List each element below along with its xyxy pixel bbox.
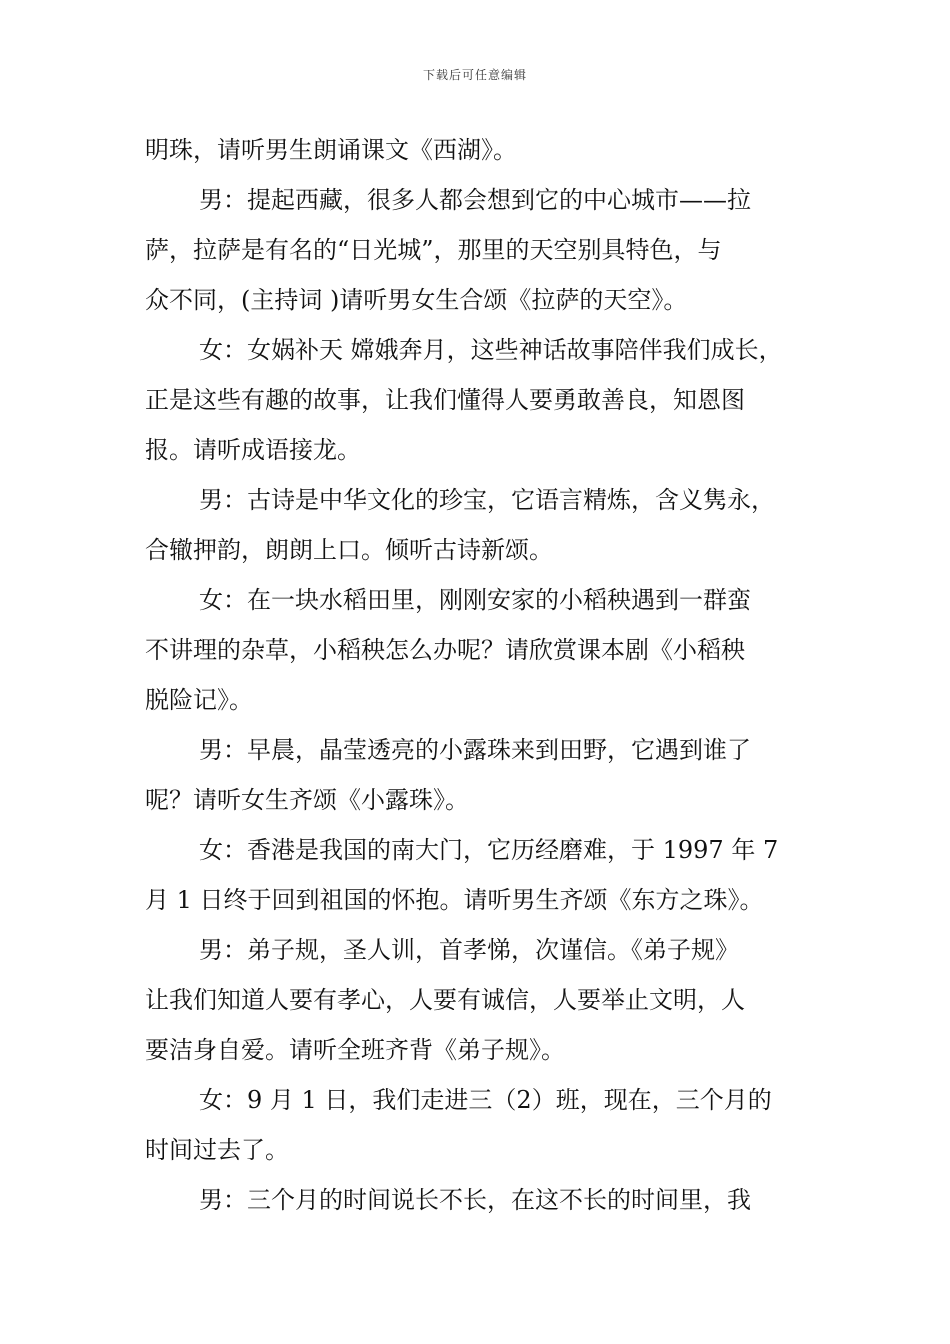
paragraph-first-line: 女：香港是我国的南大门，它历经磨难，于 1997 年 7 <box>199 836 779 864</box>
paragraph-line: 要洁身自爱。请听全班齐背《弟子规》。 <box>145 1036 565 1064</box>
paragraph-line: 众不同，(主持词 )请听男女生合颂《拉萨的天空》。 <box>145 286 688 314</box>
paragraph-line: 合辙押韵，朗朗上口。倾听古诗新颂。 <box>145 536 553 564</box>
paragraph-line: 月 1 日终于回到祖国的怀抱。请听男生齐颂《东方之珠》。 <box>145 886 764 914</box>
paragraph-line: 时间过去了。 <box>145 1136 289 1164</box>
paragraph-first-line: 女：9 月 1 日，我们走进三（2）班，现在，三个月的 <box>199 1086 772 1114</box>
paragraph-line: 明珠，请听男生朗诵课文《西湖》。 <box>145 136 517 164</box>
paragraph-first-line: 男：弟子规，圣人训，首孝悌，次谨信。《弟子规》 <box>199 936 739 964</box>
paragraph-line: 让我们知道人要有孝心，人要有诚信，人要举止文明，人 <box>145 986 745 1014</box>
paragraph-line: 萨，拉萨是有名的“日光城”，那里的天空别具特色，与 <box>145 236 722 264</box>
paragraph-first-line: 女：女娲补天 嫦娥奔月，这些神话故事陪伴我们成长， <box>199 336 783 364</box>
paragraph-first-line: 男：三个月的时间说长不长，在这不长的时间里，我 <box>199 1186 751 1214</box>
paragraph-first-line: 女：在一块水稻田里，刚刚安家的小稻秧遇到一群蛮 <box>199 586 751 614</box>
document-body <box>145 125 813 1225</box>
paragraph-first-line: 男：早晨，晶莹透亮的小露珠来到田野，它遇到谁了 <box>199 736 751 764</box>
paragraph-line: 报。请听成语接龙。 <box>145 436 361 464</box>
paragraph-first-line: 男：提起西藏，很多人都会想到它的中心城市——拉 <box>199 186 751 214</box>
paragraph-line: 正是这些有趣的故事，让我们懂得人要勇敢善良，知恩图 <box>145 386 745 414</box>
paragraph-line: 呢？请听女生齐颂《小露珠》。 <box>145 786 469 814</box>
paragraph-line: 不讲理的杂草，小稻秧怎么办呢？请欣赏课本剧《小稻秧 <box>145 636 745 664</box>
page-header: 下载后可任意编辑 <box>422 68 527 82</box>
paragraph-line: 脱险记》。 <box>145 686 253 714</box>
paragraph-first-line: 男：古诗是中华文化的珍宝，它语言精炼，含义隽永， <box>199 486 775 514</box>
